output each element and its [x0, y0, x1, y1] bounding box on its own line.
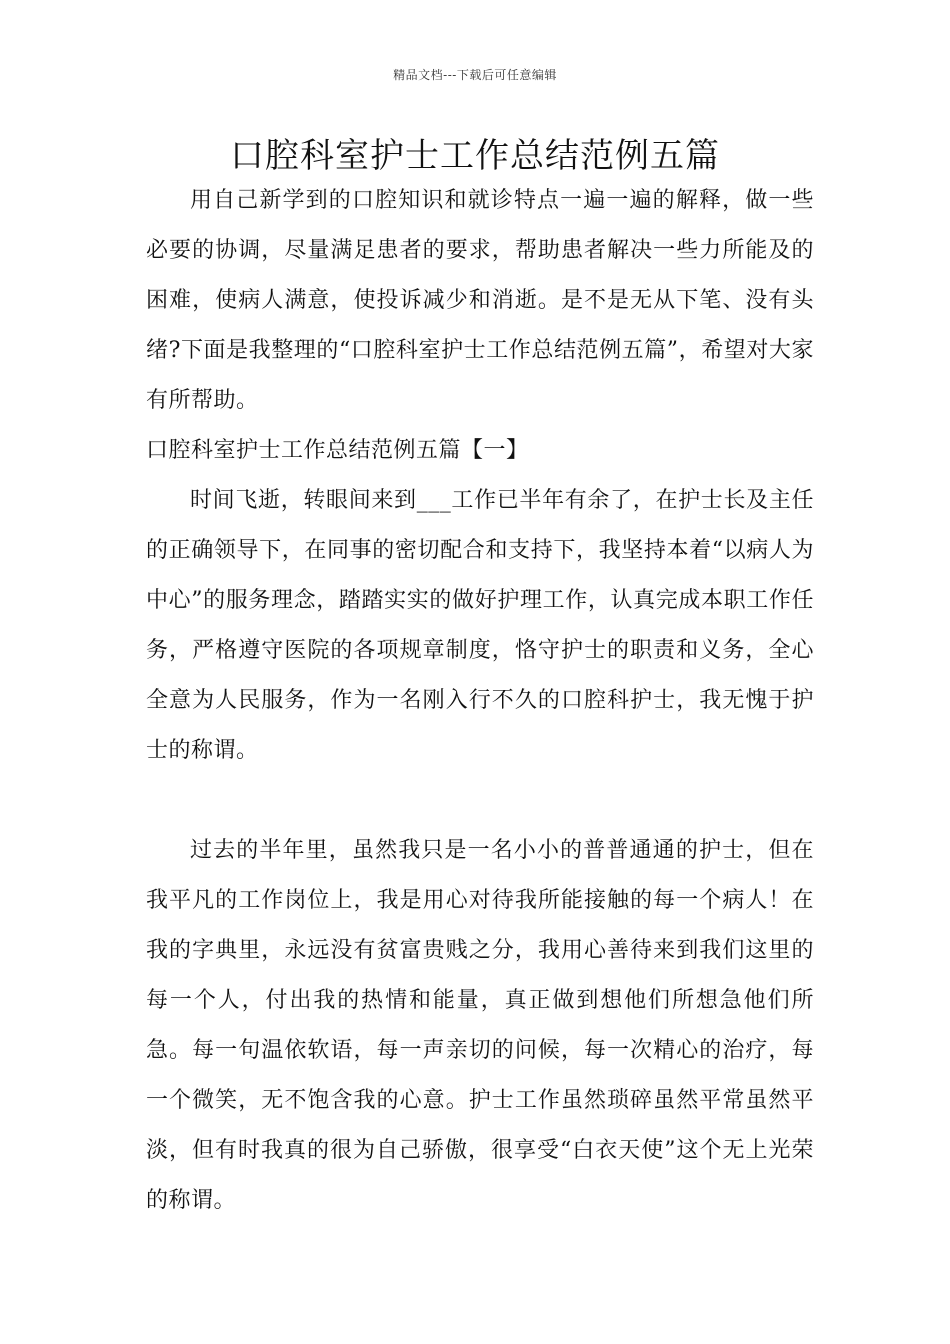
page-header: 精品文档---下载后可任意编辑 — [393, 68, 557, 82]
body-paragraph-2: 过去的半年里，虽然我只是一名小小的普普通通的护士，但在我平凡的工作岗位上，我是用心对待我所能接触的每一个病人！在我的字典里，永远没有贫富贵贱之分，我用心善待来到我们这里的每一个人，付出我的热情和能量，真正做到想他们所想急他们所急。每一句温依软语，每一声亲切的问候，每一次精心的治疗，每一个微笑，无不饱含我的心意。护士工作虽然琐碎虽然平常虽然平淡，但有时我真的很为自己骄傲，很享受“白衣天使”这个无上光荣的称谓。 — [146, 838, 814, 1213]
paragraph-gap — [146, 776, 814, 826]
document-title: 口腔科室护士工作总结范例五篇 — [230, 136, 720, 176]
intro-paragraph: 用自己新学到的口腔知识和就诊特点一遍一遍的解释，做一些必要的协调，尽量满足患者的要求，帮助患者解决一些力所能及的困难，使病人满意，使投诉减少和消逝。是不是无从下笔、没有头绪?下面是我整理的“口腔科室护士工作总结范例五篇”，希望对大家有所帮助。 — [146, 188, 814, 413]
document-body — [146, 176, 814, 1226]
section-heading: 口腔科室护士工作总结范例五篇【一】 — [146, 438, 529, 463]
body-paragraph-1: 时间飞逝，转眼间来到___工作已半年有余了，在护士长及主任的正确领导下，在同事的密切配合和支持下，我坚持本着“以病人为中心”的服务理念，踏踏实实的做好护理工作，认真完成本职工作任务，严格遵守医院的各项规章制度，恪守护士的职责和义务，全心全意为人民服务，作为一名刚入行不久的口腔科护士，我无愧于护士的称谓。 — [146, 488, 814, 763]
